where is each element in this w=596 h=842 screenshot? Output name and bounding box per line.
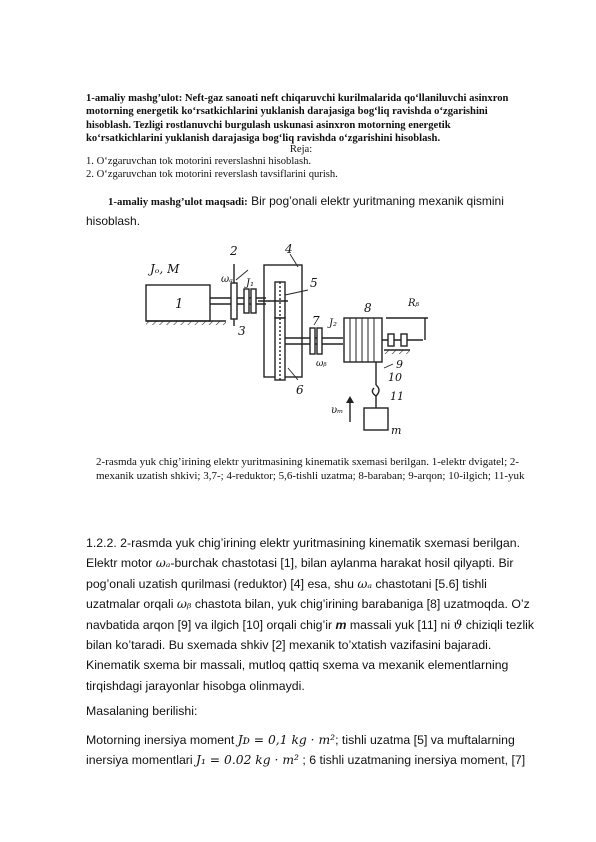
para1-text-3: chastotani [5.6] tishli uzatmalar orqali — [86, 576, 487, 612]
goal-text: Bir pog’onali elektr yuritmaning mexanik qismini hisoblash. — [86, 194, 504, 228]
problem-statement-heading: Masalaning berilishi: — [86, 704, 198, 718]
label-5: 5 — [310, 276, 318, 290]
mass-symbol: m — [335, 617, 347, 632]
paragraph-description — [86, 533, 544, 696]
goal-lead: 1-amaliy mashg’ulot maqsadi: — [108, 196, 248, 208]
formula-j1: J₁ = 0.02 kg · m² — [196, 753, 299, 768]
kinematic-scheme-figure — [138, 240, 438, 455]
label-motor: 1 — [175, 297, 184, 312]
para3-text-1: Motorning inersiya moment — [86, 733, 238, 747]
label-rb: Rᵦ — [408, 298, 420, 309]
label-omega-b: ωᵦ — [316, 359, 327, 369]
omega-b-symbol: ωᵦ — [176, 597, 192, 612]
label-v: υₘ — [331, 405, 344, 416]
plan-item-2: 2. O‘zgaruvchan tok motorini reverslash tavsiflarini qurish. — [86, 169, 338, 180]
para1-text-6: chiziqli tezlik bilan ko’taradi. Bu sxemada shkiv [2] mexanik to’xtatish vazifasini bajaradi. Kinematik sxema bir massali, mutloq qattiq sxema va mexanik elementlarning tirqishdagi jarayonlar hisobga olinmaydi. — [86, 617, 535, 693]
goal-paragraph — [86, 192, 541, 231]
coupling-j1 — [244, 289, 249, 313]
label-j2: J₂ — [329, 318, 338, 329]
plan-heading: Reja: — [289, 144, 313, 155]
label-j1: J₁ — [246, 278, 255, 289]
figure-caption: 2-rasmda yuk chig’irining elektr yuritmasining kinematik sxemasi berilgan. 1-elektr dvigatel; 2-mexanik uzatish shkivi; 3,7-; 4-reduktor; 5,6-tishli uzatma; 8-baraban; 9-arqon; 10-ilgich; 11-yuk — [96, 456, 525, 482]
label-6: 6 — [296, 383, 304, 397]
paragraph-given-data — [86, 730, 544, 771]
label-omega-a: ωₐ — [221, 274, 233, 285]
coupling-j2 — [310, 328, 315, 354]
label-9: 9 — [396, 358, 403, 371]
label-3: 3 — [238, 324, 246, 338]
plan-item-1: 1. O‘zgaruvchan tok motorini reverslashni hisoblash. — [86, 156, 312, 167]
formula-jd: Jᴅ = 0,1 kg · m² — [237, 733, 336, 747]
label-11: 11 — [390, 390, 404, 403]
label-m: m — [391, 424, 402, 437]
label-4: 4 — [285, 242, 293, 256]
para1-text-5: massali yuk [11] ni — [346, 617, 454, 632]
label-2: 2 — [230, 244, 238, 258]
para1-text-2: -burchak chastotasi [1], bilan aylanma harakat hosil qilyapti. Bir pog’onali uzatish qurilmasi (reduktor) [4] esa, shu — [86, 556, 514, 591]
label-8: 8 — [364, 301, 372, 315]
brake-pulley — [231, 283, 237, 319]
hook — [372, 385, 379, 396]
para3-text-3: ; 6 tishli uzatmaning inersiya moment, [7] — [298, 753, 526, 768]
para1-text-4: chastota bilan, yuk chig’irining barabaniga [8] uzatmoqda. O’z navbatida arqon [9] va ilgich [10] orqali chig’ir — [86, 597, 530, 632]
label-7: 7 — [312, 314, 320, 328]
para3-text-2: ; tishli uzatma [5] va muftalarning inersiya momentlari — [86, 733, 515, 768]
velocity-symbol: ϑ — [453, 617, 463, 632]
omega-a-symbol-2: ωₐ — [357, 576, 373, 591]
load — [364, 408, 388, 430]
omega-a-symbol: ωₐ — [155, 556, 171, 571]
label-jm: Jₒ, M — [150, 262, 180, 276]
para1-text-1: 1.2.2. 2-rasmda yuk chig’irining elektr yuritmasining kinematik sxemasi berilgan. Elektr motor — [86, 536, 520, 571]
page-title: 1-amaliy mashg’ulot: Neft-gaz sanoati neft chiqaruvchi kurilmalarida qo‘llaniluvchi asinxron motorning energetik ko‘rsatkichlarini yuklanish darajasiga bog‘liq ravishda o‘zgarishini hisoblash. Tezligi rostlanuvchi burgulash uskunasi asinxron motorning energetik ko‘rsatkichlarini yuklanish darajasiga bog‘liq ravishda o‘zgarishini hisoblash. — [86, 93, 509, 145]
label-10: 10 — [388, 371, 402, 384]
